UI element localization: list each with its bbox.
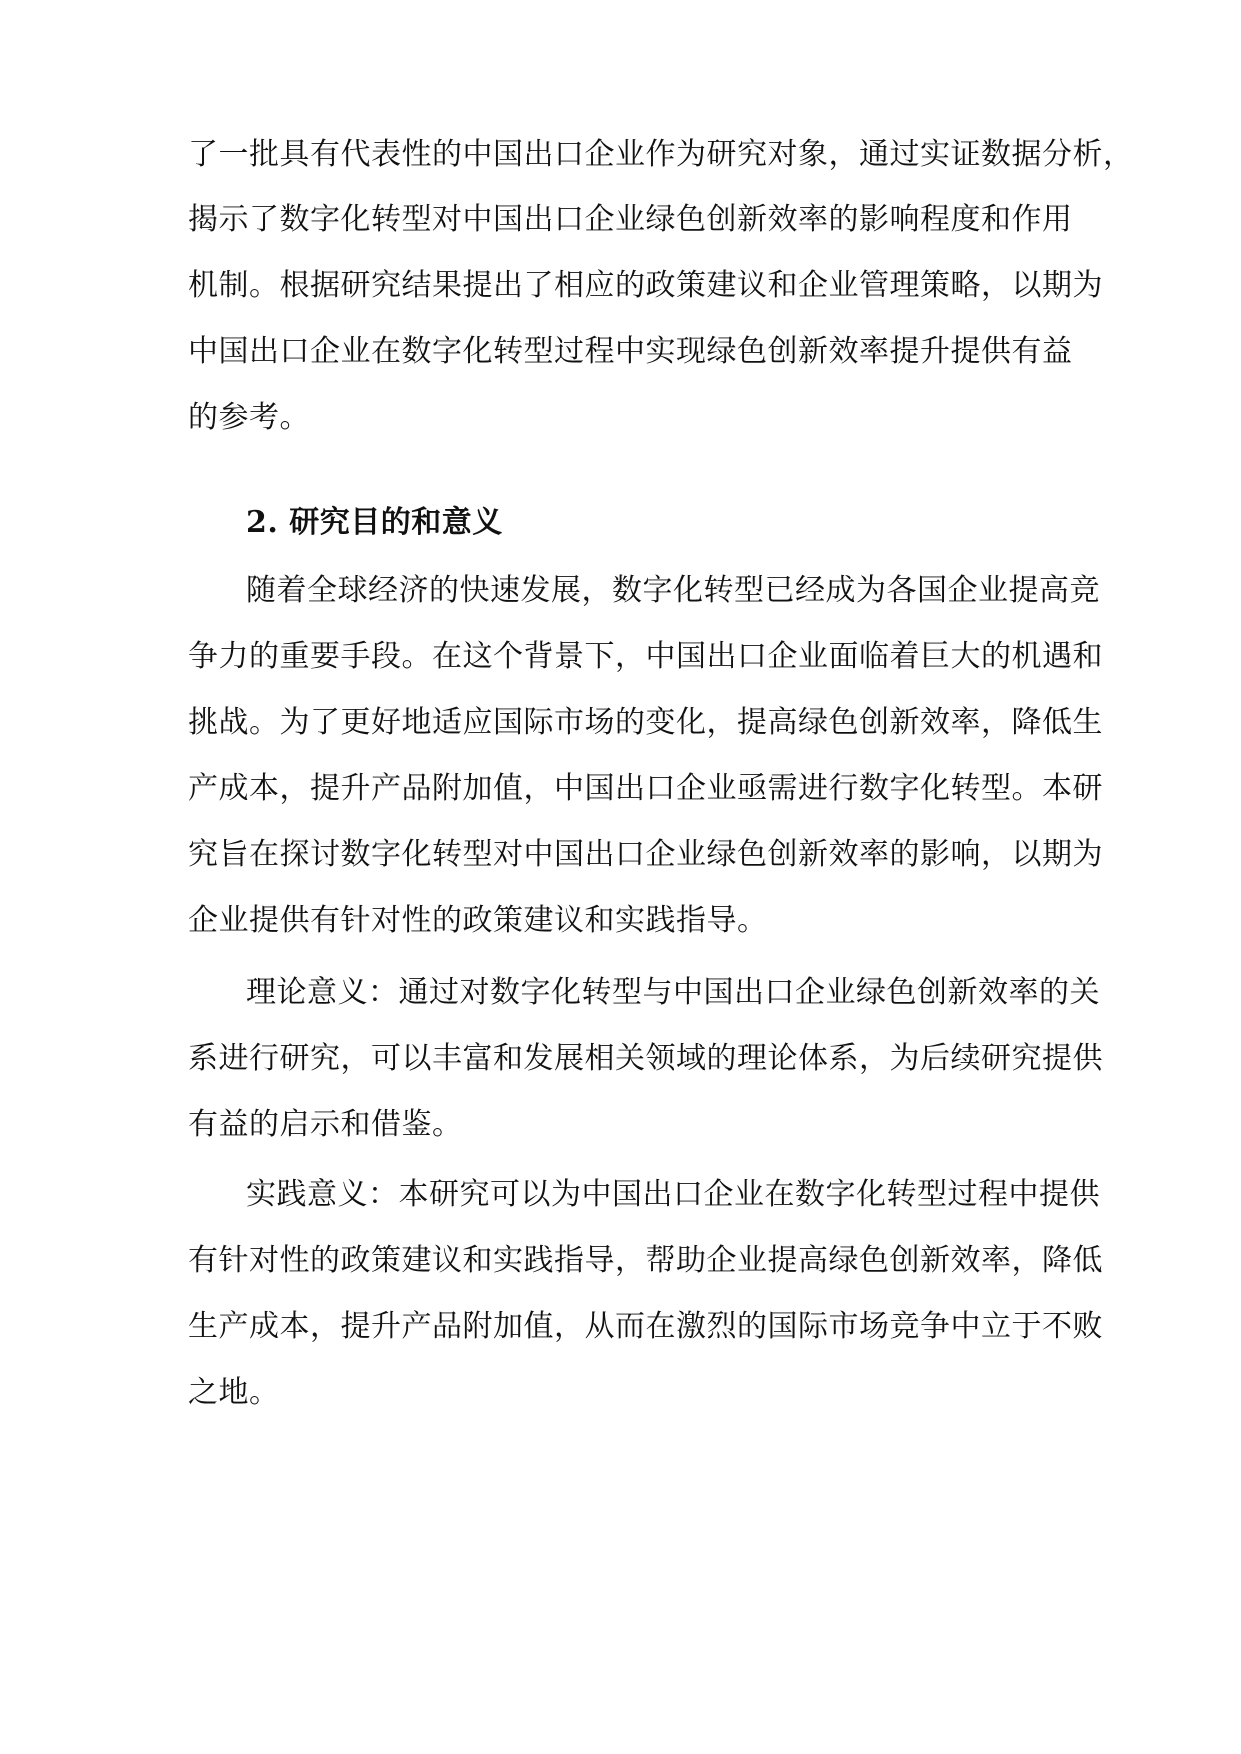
purpose-line-4: 产成本，提升产品附加值，中国出口企业亟需进行数字化转型。本研	[188, 771, 1103, 806]
practice-line-3: 生产成本，提升产品附加值，从而在激烈的国际市场竞争中立于不败	[188, 1309, 1103, 1344]
purpose-line-1: 随着全球经济的快速发展，数字化转型已经成为各国企业提高竞	[246, 573, 1100, 608]
practice-line-2: 有针对性的政策建议和实践指导，帮助企业提高绿色创新效率，降低	[188, 1243, 1103, 1278]
purpose-line-3: 挑战。为了更好地适应国际市场的变化，提高绿色创新效率，降低生	[188, 705, 1103, 740]
purpose-line-2: 争力的重要手段。在这个背景下，中国出口企业面临着巨大的机遇和	[188, 639, 1103, 674]
section-heading: 2. 研究目的和意义	[246, 505, 503, 540]
purpose-line-6: 企业提供有针对性的政策建议和实践指导。	[188, 903, 768, 938]
practice-line-4: 之地。	[188, 1375, 280, 1410]
purpose-line-5: 究旨在探讨数字化转型对中国出口企业绿色创新效率的影响，以期为	[188, 837, 1103, 872]
theory-line-2: 系进行研究，可以丰富和发展相关领域的理论体系，为后续研究提供	[188, 1041, 1103, 1076]
theory-line-1: 理论意义：通过对数字化转型与中国出口企业绿色创新效率的关	[246, 975, 1100, 1010]
intro-line-5: 的参考。	[188, 400, 310, 435]
intro-line-1: 了一批具有代表性的中国出口企业作为研究对象，通过实证数据分析，	[188, 137, 1134, 172]
intro-line-3: 机制。根据研究结果提出了相应的政策建议和企业管理策略，以期为	[188, 268, 1103, 303]
intro-line-2: 揭示了数字化转型对中国出口企业绿色创新效率的影响程度和作用	[188, 202, 1073, 237]
intro-line-4: 中国出口企业在数字化转型过程中实现绿色创新效率提升提供有益	[188, 334, 1073, 369]
practice-line-1: 实践意义：本研究可以为中国出口企业在数字化转型过程中提供	[246, 1177, 1100, 1212]
theory-line-3: 有益的启示和借鉴。	[188, 1107, 463, 1142]
